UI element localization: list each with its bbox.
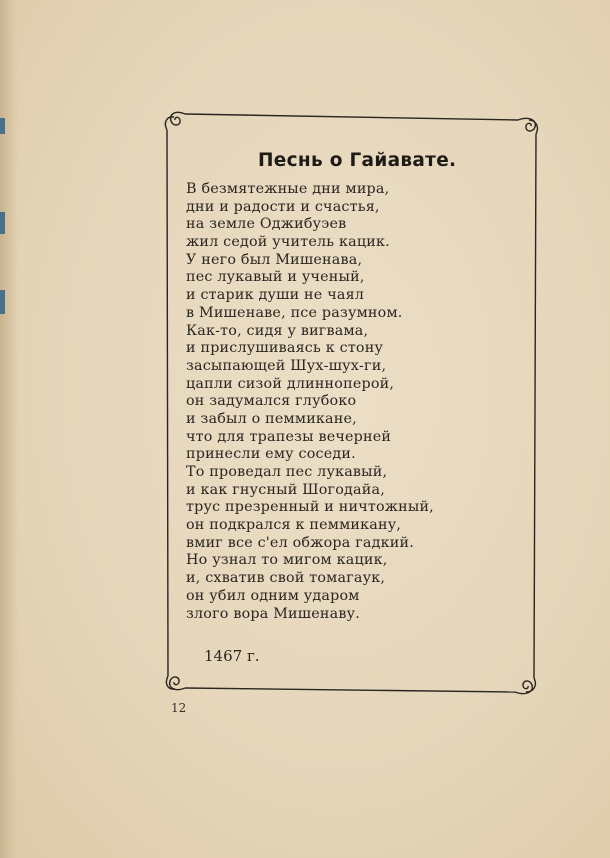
poem-line: трус презренный и ничтожный,	[186, 499, 434, 516]
page-gutter	[0, 0, 18, 858]
poem-line: пес лукавый и ученый,	[186, 269, 365, 286]
gutter-mark	[0, 118, 5, 134]
poem-title: Песнь о Гайавате.	[258, 150, 457, 171]
poem-line: В безмятежные дни мира,	[186, 181, 390, 197]
poem-line: на земле Оджибуэев	[186, 216, 347, 233]
poem-line: он подкрался к пеммикану,	[186, 517, 402, 534]
poem-line: в Мишенаве, псе разумном.	[186, 304, 403, 321]
gutter-mark	[0, 212, 5, 234]
poem-line: принесли ему соседи.	[186, 446, 356, 463]
poem-line: То проведал пес лукавый,	[186, 464, 388, 480]
poem-line: жил седой учитель кацик.	[186, 234, 390, 251]
poem-line: цапли сизой длинноперой,	[186, 375, 395, 392]
poem-line: и, схватив свой томагаук,	[186, 570, 386, 587]
poem-text	[186, 181, 476, 623]
poem-line: У него был Мишенава,	[186, 251, 363, 268]
page-number: 12	[171, 701, 187, 715]
poem-line: вмиг все с'ел обжора гадкий.	[186, 534, 414, 551]
poem-line: и забыл о пеммикане,	[186, 410, 357, 427]
poem-line: засыпающей Шух-шух-ги,	[186, 357, 387, 374]
poem-line: злого вора Мишенаву.	[186, 605, 360, 622]
poem-line: и прислушиваясь к стону	[186, 340, 384, 357]
poem-line: он убил одним ударом	[186, 587, 360, 604]
poem-line: что для трапезы вечерней	[186, 428, 392, 445]
gutter-mark	[0, 290, 5, 314]
poem-line: и как гнусный Шогодайа,	[186, 481, 385, 498]
poem-year: 1467 г.	[204, 647, 260, 665]
poem-line: Как-то, сидя у вигвама,	[186, 322, 369, 339]
poem-line: Но узнал то мигом кацик,	[186, 552, 388, 569]
poem-line: он задумался глубоко	[186, 393, 357, 410]
poem-line: дни и радости и счастья,	[186, 198, 380, 215]
poem-line: и старик души не чаял	[186, 287, 365, 304]
